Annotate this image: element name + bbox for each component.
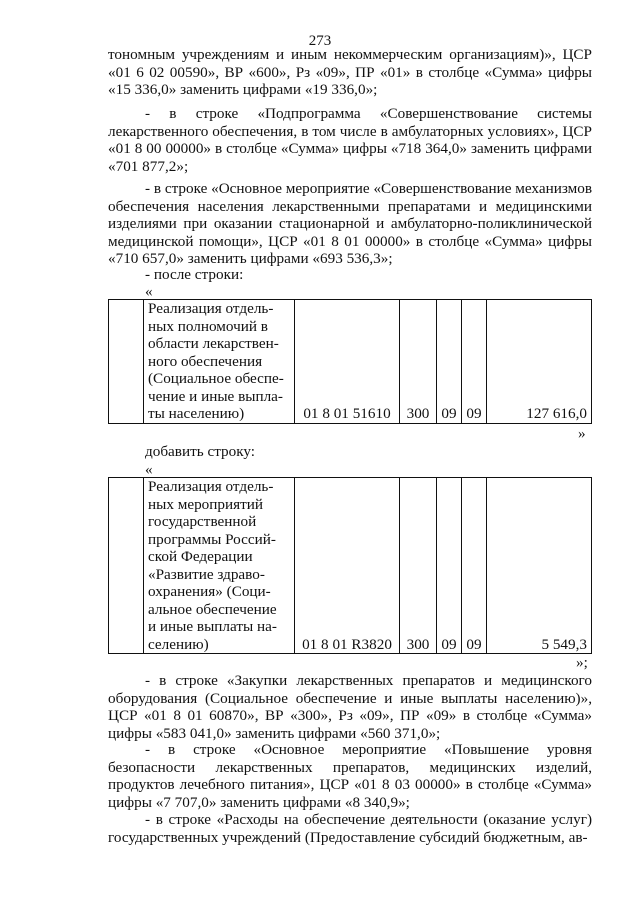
csr-cell: 01 8 01 R3820 [295,478,400,654]
row-name-line: чение и иные выпла- [148,387,283,405]
row-name-cell [144,300,295,424]
paragraph-4: - в строке «Закупки лекарственных препаратов и медицинского оборудования (Социальное обеспечение и иные выплаты населению)», ЦСР «01 8 01 60870», ВР «300», Рз «09», ПР «09» в столбце «Сумма» цифры «583 041,0» заменить цифрами «560 371,0»; [108,672,592,742]
row-name-line: Реализация отдель- [148,300,274,317]
open-quote-1: « [145,283,153,300]
open-quote-2: « [145,461,153,478]
row-name-line: альное обеспечение [148,600,277,618]
row-name-line: ты населению) [148,405,245,422]
empty-cell [109,478,144,654]
paragraph-3: - в строке «Основное мероприятие «Совершенствование механизмов обеспечения населения лекарственными препаратами и медицинскими изделиями при оказании стационарной и амбулаторно-поликлинической медицинской помощи», ЦСР «01 8 01 00000» в столбце «Сумма» цифры «710 657,0» заменить цифрами «693 536,3»; [108,180,592,267]
paragraph-5: - в строке «Основное мероприятие «Повышение уровня безопасности лекарственных препаратов, медицинских изделий, продуктов лечебного питания», ЦСР «01 8 03 00000» в столбце «Сумма» цифры «7 707,0» заменить цифрами «8 340,9»; [108,741,592,811]
row-name-line: области лекарствен- [148,335,279,352]
empty-cell [109,300,144,424]
rz-cell: 09 [437,478,462,654]
row-name-line: ных полномочий в [148,317,268,335]
close-quote-2: »; [576,654,588,671]
sum-cell: 127 616,0 [487,300,592,424]
after-row-label: - после строки: [145,266,244,283]
row-name-line: ных мероприятий [148,495,263,513]
row-name-line: ской Федерации [148,548,253,565]
rz-cell: 09 [437,300,462,424]
page-number: 273 [308,33,332,49]
pr-cell: 09 [462,478,487,654]
paragraph-1: тономным учреждениям и иным некоммерческим организациям)», ЦСР «01 6 02 00590», ВР «600», Рз «09», ПР «01» в столбце «Сумма» цифры «15 336,0» заменить цифрами «19 336,0»; [108,46,592,98]
row-name-line: охранения» (Соци- [148,583,271,600]
row-name-line: государственной [148,513,257,530]
close-quote-1: » [578,425,586,442]
table-row [109,478,592,654]
budget-row-table-2 [108,477,592,654]
row-name-line: селению) [148,635,209,653]
row-name-line: и иные выплаты на- [148,618,277,635]
csr-cell: 01 8 01 51610 [295,300,400,424]
row-name-line: Реализация отдель- [148,478,274,495]
paragraph-6: - в строке «Расходы на обеспечение деятельности (оказание услуг) государственных учреждений (Предоставление субсидий бюджетным, ав- [108,811,592,846]
add-row-label: добавить строку: [145,443,255,460]
vr-cell: 300 [400,478,437,654]
budget-row-table-1 [108,299,592,424]
row-name-line: ного обеспечения [148,352,263,370]
paragraph-2: - в строке «Подпрограмма «Совершенствование системы лекарственного обеспечения, в том числе в амбулаторных условиях», ЦСР «01 8 00 00000» в столбце «Сумма» цифры «718 364,0» заменить цифрами «701 877,2»; [108,105,592,175]
vr-cell: 300 [400,300,437,424]
row-name-line: (Социальное обеспе- [148,370,284,387]
row-name-line: «Развитие здраво- [148,565,265,583]
sum-cell: 5 549,3 [487,478,592,654]
row-name-cell [144,478,295,654]
pr-cell: 09 [462,300,487,424]
table-row [109,300,592,424]
row-name-line: программы Россий- [148,530,276,548]
